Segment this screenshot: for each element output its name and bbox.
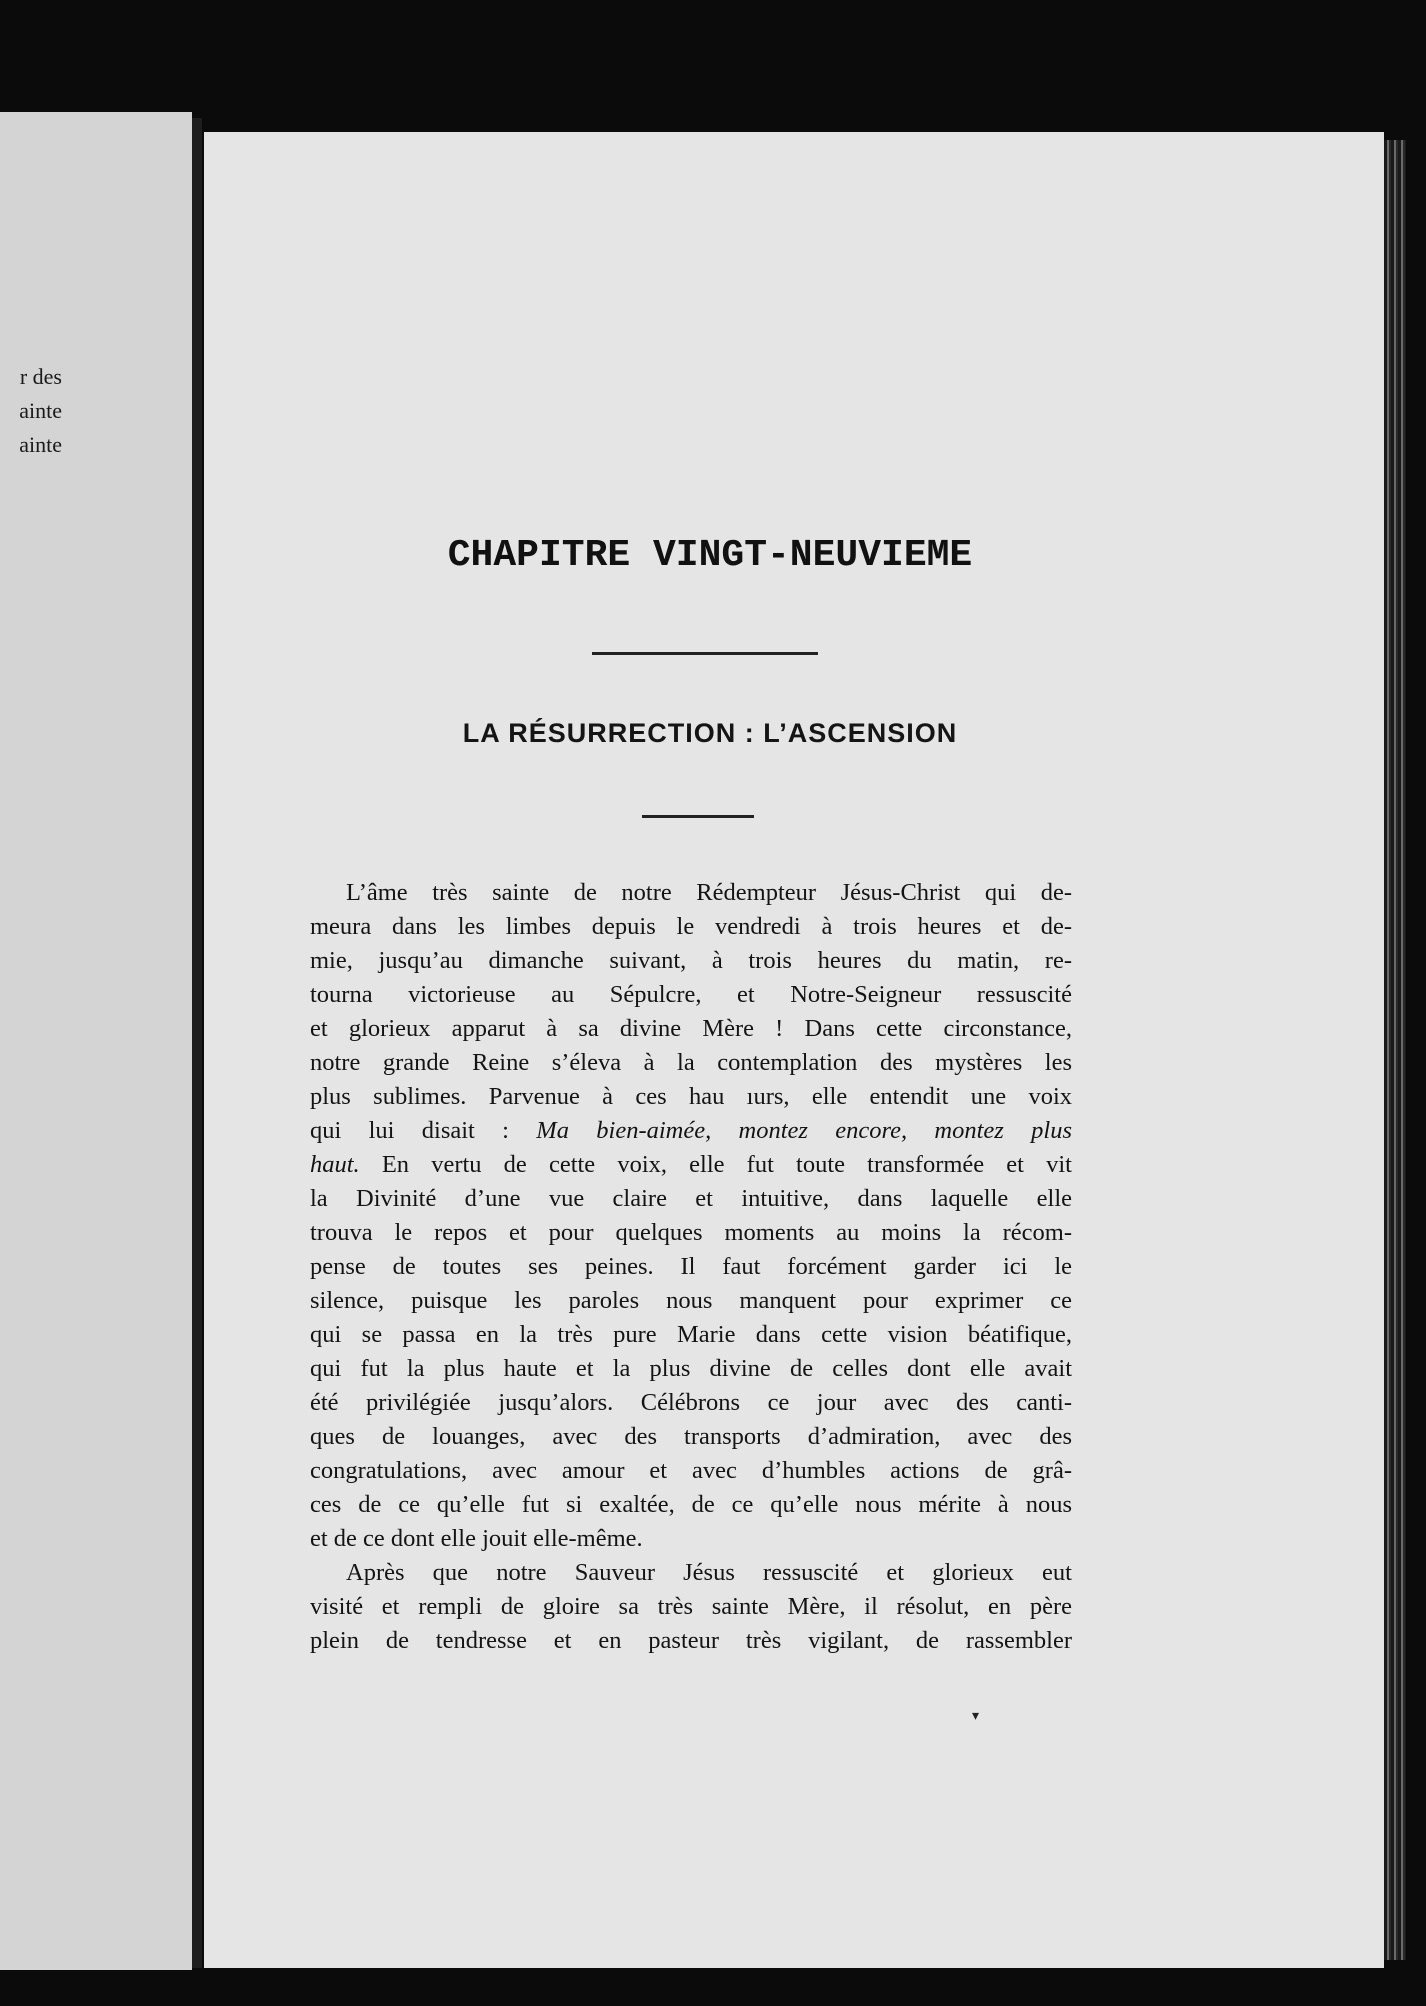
text-line: plein de tendresse et en pasteur très vigilant, de rassembler: [310, 1627, 1072, 1654]
paragraph-2: [310, 1556, 1072, 1658]
text-line: été privilégiée jusqu’alors. Célébrons ce jour avec des canti-: [310, 1389, 1072, 1416]
left-fragment-line: r des: [19, 364, 62, 389]
text-line: qui se passa en la très pure Marie dans cette vision béatifique,: [310, 1321, 1072, 1348]
left-fragment-line: ainte: [19, 432, 62, 457]
text-span: En vertu de cette voix, elle fut toute transformée et vit: [359, 1151, 1072, 1178]
text-line: qui fut la plus haute et la plus divine de celles dont elle avait: [310, 1355, 1072, 1382]
text-line: et glorieux apparut à sa divine Mère ! Dans cette circonstance,: [310, 1015, 1072, 1042]
text-line: congratulations, avec amour et avec d’humbles actions de grâ-: [310, 1457, 1072, 1484]
text-line: ques de louanges, avec des transports d’admiration, avec des: [310, 1423, 1072, 1450]
text-line: plus sublimes. Parvenue à ces hau ıurs, elle entendit une voix: [310, 1083, 1072, 1110]
book-gutter: [192, 118, 202, 1968]
title-rule: [592, 652, 818, 655]
text-line: mie, jusqu’au dimanche suivant, à trois heures du matin, re-: [310, 947, 1072, 974]
text-line: Après que notre Sauveur Jésus ressuscité et glorieux eut: [346, 1559, 1072, 1586]
text-line: notre grande Reine s’éleva à la contemplation des mystères les: [310, 1049, 1072, 1076]
text-line: silence, puisque les paroles nous manquent pour exprimer ce: [310, 1287, 1072, 1314]
left-fragment-line: ainte: [19, 398, 62, 423]
italic-quote: haut.: [310, 1151, 360, 1178]
section-title: LA RÉSURRECTION : L’ASCENSION: [462, 718, 958, 748]
text-line: [310, 1148, 1072, 1182]
text-line: ces de ce qu’elle fut si exaltée, de ce qu’elle nous mérite à nous: [310, 1491, 1072, 1518]
text-line: pense de toutes ses peines. Il faut forcément garder ici le: [310, 1253, 1072, 1280]
ink-speck: ▾: [972, 1709, 980, 1724]
page-edge: [1384, 140, 1406, 1960]
text-line: [310, 1114, 1072, 1148]
text-line: la Divinité d’une vue claire et intuitive, dans laquelle elle: [310, 1185, 1072, 1212]
paragraph-1: [310, 876, 1072, 1556]
text-line: trouva le repos et pour quelques moments au moins la récom-: [310, 1219, 1072, 1246]
section-rule: [642, 815, 754, 818]
text-line: et de ce dont elle jouit elle-même.: [310, 1525, 643, 1552]
text-line: visité et rempli de gloire sa très sainte Mère, il résolut, en père: [310, 1593, 1072, 1620]
body-text: [310, 876, 1072, 1658]
text-line: meura dans les limbes depuis le vendredi à trois heures et de-: [310, 913, 1072, 940]
text-span: qui lui disait :: [310, 1117, 537, 1144]
text-line: L’âme très sainte de notre Rédempteur Jésus-Christ qui de-: [346, 879, 1072, 906]
left-page-text-fragment: [0, 360, 62, 462]
italic-quote: Ma bien-aimée, montez encore, montez plus: [536, 1117, 1072, 1144]
text-line: tourna victorieuse au Sépulcre, et Notre-Seigneur ressuscité: [310, 981, 1072, 1008]
chapter-title: CHAPITRE VINGT-NEUVIEME: [447, 534, 973, 577]
